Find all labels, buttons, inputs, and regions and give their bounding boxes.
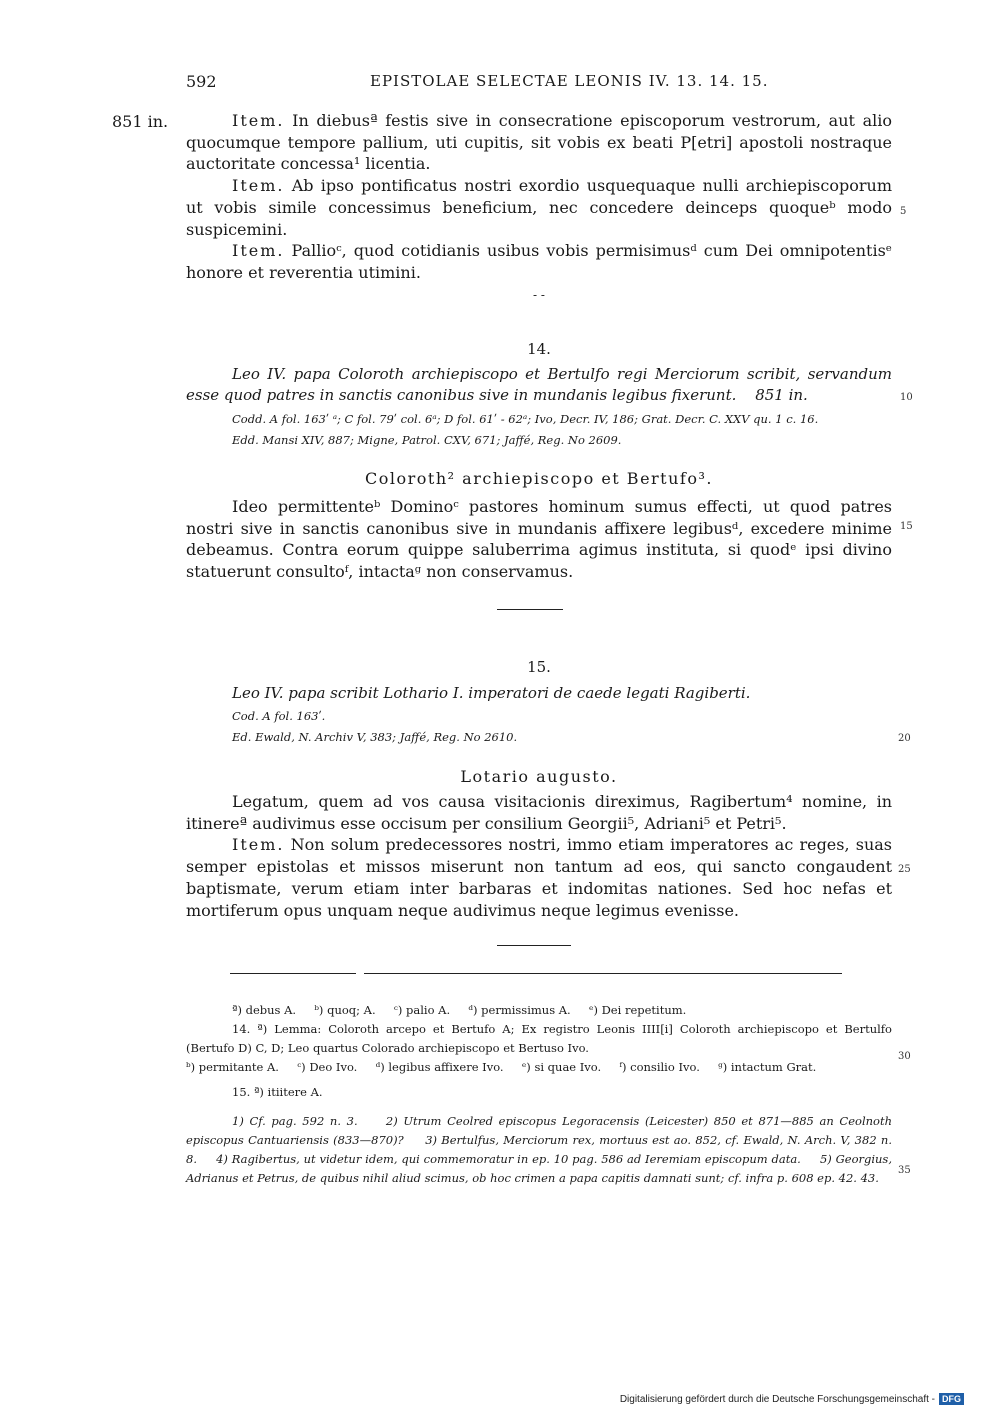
summary-text: Leo IV. papa Coloroth archiepiscopo et Bertulfo regi Merciorum scribit, servandum esse quod patres in sanctis canonibus sive in mundanis legibus fixerunt. <box>186 365 892 404</box>
item-label: Item. <box>232 835 285 855</box>
line-number: 25 <box>898 864 911 875</box>
credit-text: Digitalisierung gefördert durch die Deutsche Forschungsgemeinschaft - <box>619 1393 935 1405</box>
line-number: 5 <box>900 206 907 217</box>
letter13-paragraph <box>186 110 892 175</box>
section-divider <box>497 609 563 610</box>
line-number: 30 <box>898 1051 911 1062</box>
footnote-rule <box>230 973 356 974</box>
paragraph-text: In diebusª festis sive in consecratione episcoporum vestrorum, aut alio quocumque tempore pallium, uti cupitis, sit vobis ex beati P[etri] apostoli nostraque auctoritate concessa¹ licentia. <box>186 111 892 174</box>
line-number: 10 <box>900 392 913 403</box>
letter14-text <box>186 496 892 583</box>
footnotes <box>186 1001 896 1188</box>
codices-line: Codd. A fol. 163ʹ ᵃ; C fol. 79ʹ col. 6ᵃ; D fol. 61ʹ - 62ᵃ; Ivo, Decr. IV, 186; Grat. Decr. C. XXV qu. 1 c. 16. <box>232 412 819 426</box>
letter-addressee: Coloroth² archiepiscopo et Bertufo³. <box>365 469 713 488</box>
section-divider <box>497 945 571 946</box>
letter15-paragraph <box>186 834 892 921</box>
letter-number: 14. <box>527 340 551 358</box>
item-label: Item. <box>232 111 285 130</box>
footnote-rule <box>364 973 842 974</box>
line-number: 20 <box>898 733 911 744</box>
codices-line: Cod. A fol. 163ʹ. <box>232 709 326 723</box>
item-label: Item. <box>232 176 285 196</box>
editions-line: Ed. Ewald, N. Archiv V, 383; Jaffé, Reg. No 2610. <box>232 730 518 744</box>
paragraph-text: Non solum predecessores nostri, immo etiam imperatores ac reges, suas semper epistolas et missos miserunt non tantum ad eos, qui sancto congaudent baptismate, verum etiam inter barbaras et indomitas nationes. Sed hoc nefas et mortiferum opus unquam neque audivimus neque legimus evenisse. <box>186 835 892 920</box>
letter-summary <box>186 364 892 406</box>
separator-dashes: - - <box>533 288 545 302</box>
item-label: Item. <box>232 241 285 261</box>
margin-date: 851 in. <box>112 112 169 131</box>
letter-summary: Leo IV. papa scribit Lothario I. imperatori de caede legati Ragiberti. <box>232 684 751 702</box>
summary-date: 851 in. <box>755 386 808 404</box>
editions-line: Edd. Mansi XIV, 887; Migne, Patrol. CXV, 671; Jaffé, Reg. No 2609. <box>232 433 622 447</box>
paragraph-text: Legatum, quem ad vos causa visitacionis direximus, Ragibertum⁴ nomine, in itinereª audivimus esse occisum per consilium Georgii⁵, Adriani⁵ et Petri⁵. <box>186 792 892 833</box>
letter13-text <box>186 110 892 284</box>
letter15-text <box>186 791 892 921</box>
critical-apparatus: ª) debus A. ᵇ) quoq; A. ᶜ) palio A. ᵈ) permissimus A. ᵉ) Dei repetitum. <box>232 1003 687 1017</box>
letter13-paragraph <box>186 240 892 283</box>
critical-apparatus: 14. ª) Lemma: Coloroth arcepo et Bertufo A; Ex registro Leonis IIII[i] Coloroth archiepiscopo et Bertulfo (Bertufo D) C, D; Leo quartus Colorado archiepiscopo et Bertuso Ivo. <box>186 1022 892 1055</box>
manuscript-sources <box>232 706 892 748</box>
letter13-paragraph <box>186 175 892 240</box>
manuscript-sources <box>232 409 892 451</box>
critical-apparatus: 15. ª) itiitere A. <box>232 1085 323 1099</box>
running-title: EPISTOLAE SELECTAE LEONIS IV. 13. 14. 15. <box>370 72 769 90</box>
historical-notes: 1) Cf. pag. 592 n. 3. 2) Utrum Ceolred episcopus Legoracensis (Leicester) 850 et 871—885 an Ceolnoth episcopus Cantuariensis (833—870)? 3) Bertulfus, Merciorum rex, mortuus est ao. 852, cf. Ewald, N. Arch. V, 382 n. 8. 4) Ragibertus, ut videtur idem, qui commemoratur in ep. 10 pag. 586 ad Ieremiam episcopum data. 5) Georgius, Adrianus et Petrus, de quibus nihil aliud scimus, ob hoc crimen a papa capitis damnati sunt; cf. infra p. 608 ep. 42. 43. <box>186 1114 896 1185</box>
page-number: 592 <box>186 72 217 91</box>
dfg-logo: DFG <box>939 1393 964 1405</box>
line-number: 15 <box>900 521 913 532</box>
letter-addressee: Lotario augusto. <box>460 767 618 786</box>
letter-number: 15. <box>527 658 551 676</box>
paragraph-text: Ab ipso pontificatus nostri exordio usquequaque nulli archiepiscoporum ut vobis simile concessimus beneficium, nec concedere deinceps quoqueᵇ modo suspicemini. <box>186 176 892 239</box>
paragraph-text: Ideo permittenteᵇ Dominoᶜ pastores hominum sumus effecti, ut quod patres nostri sive in sanctis canonibus sive in mundanis affixere legibusᵈ, excedere minime debeamus. Contra eorum quippe saluberrima agimus instituta, si quodᵉ ipsi divino statuerunt consultoᶠ, intactaᵍ non conservamus. <box>186 497 892 582</box>
paragraph-text: Pallioᶜ, quod cotidianis usibus vobis permisimusᵈ cum Dei omnipotentisᵉ honore et reverentia utimini. <box>186 241 892 282</box>
critical-apparatus: ᵇ) permitante A. ᶜ) Deo Ivo. ᵈ) legibus affixere Ivo. ᵉ) si quae Ivo. ᶠ) consilio Ivo. ᵍ) intactum Grat. <box>186 1060 817 1074</box>
digitization-credit <box>620 1393 964 1405</box>
line-number: 35 <box>898 1165 911 1176</box>
